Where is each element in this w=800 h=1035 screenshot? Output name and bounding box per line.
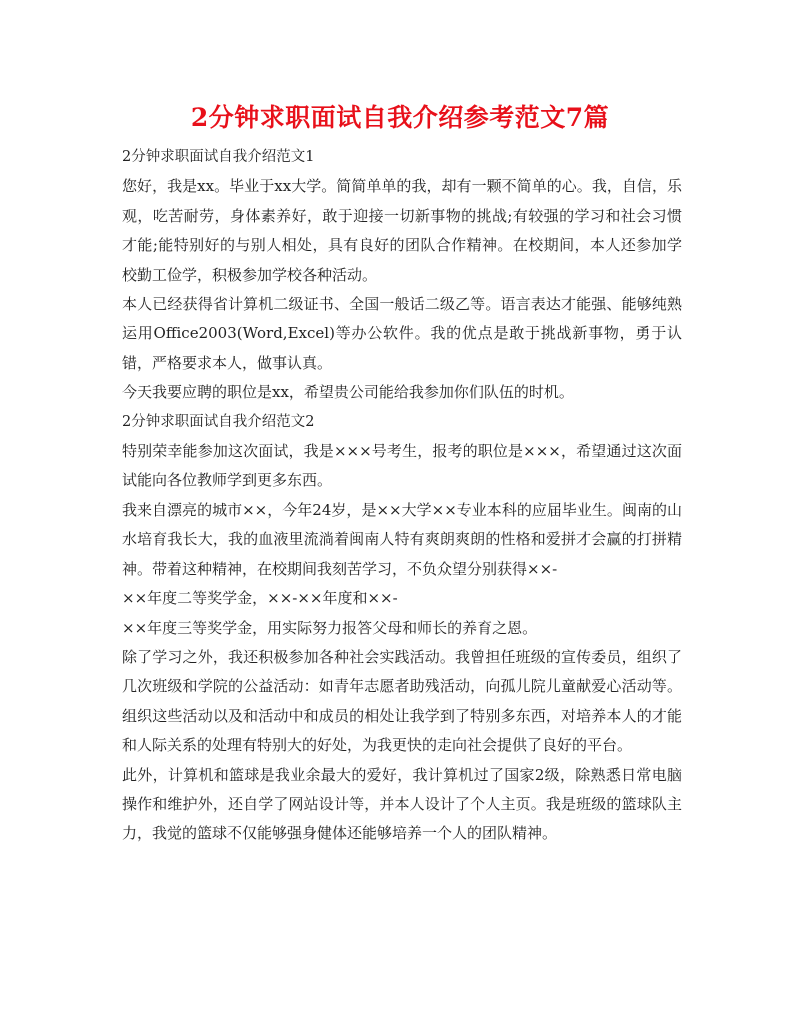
paragraph-activities: 除了学习之外，我还积极参加各种社会实践活动。我曾担任班级的宣传委员，组织了几次班级和学院的公益活动：如青年志愿者助残活动，向孤儿院儿童献爱心活动等。组织这些活动以及和活动中和成员的相处让我学到了特别多东西，对培养本人的才能和人际关系的处理有特别大的好处，为我更快的走向社会提供了良好的平台。 — [122, 647, 682, 755]
section-heading-2: 2分钟求职面试自我介绍范文2 — [122, 413, 315, 430]
paragraph-skills: 本人已经获得省计算机二级证书、全国一般话二级乙等。语言表达才能强、能够纯熟运用Office2003(Word,Excel)等办公软件。我的优点是敢于挑战新事物，勇于认错，严格要求本人，做事认真。 — [122, 295, 682, 372]
paragraph-scholarship-1: ××年度二等奖学金，××-××年度和××- — [122, 589, 398, 608]
paragraph-background: 我来自漂亮的城市××，今年24岁，是××大学××专业本科的应届毕业生。闽南的山水培育我长大，我的血液里流淌着闽南人特有爽朗爽朗的性格和爱拼才会赢的打拼精神。带着这种精神，在校期间我刻苦学习，不负众望分别获得××- — [122, 500, 682, 578]
document-body — [122, 143, 682, 849]
paragraph-intro: 您好，我是xx。毕业于xx大学。简简单单的我，却有一颗不简单的心。我，自信，乐观，吃苦耐劳，身体素养好，敢于迎接一切新事物的挑战;有较强的学习和社会习惯才能;能特别好的与别人相处，具有良好的团队合作精神。在校期间，本人还参加学校勤工俭学，积极参加学校各种活动。 — [122, 177, 682, 284]
section-heading-1: 2分钟求职面试自我介绍范文1 — [122, 149, 315, 165]
paragraph-position: 今天我要应聘的职位是xx，希望贵公司能给我参加你们队伍的时机。 — [122, 383, 574, 402]
paragraph-hobbies: 此外，计算机和篮球是我业余最大的爱好，我计算机过了国家2级，除熟悉日常电脑操作和维护外，还自学了网站设计等，并本人设计了个人主页。我是班级的篮球队主力，我觉的篮球不仅能够强身健体还能够培养一个人的团队精神。 — [122, 765, 682, 843]
document-title: 2分钟求职面试自我介绍参考范文7篇 — [190, 103, 610, 132]
paragraph-scholarship-2: ××年度三等奖学金，用实际努力报答父母和师长的养育之恩。 — [122, 618, 538, 637]
paragraph-greeting: 特别荣幸能参加这次面试，我是×××号考生，报考的职位是×××，希望通过这次面试能向各位教师学到更多东西。 — [122, 442, 682, 490]
